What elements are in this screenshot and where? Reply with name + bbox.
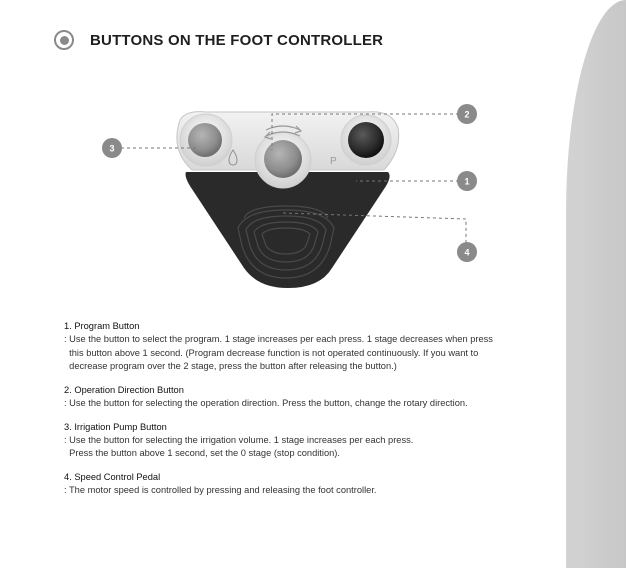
section-line: : Use the button to select the program. 1 stage increases per each press. 1 stage decreases when press — [64, 334, 493, 345]
speed-control-pedal — [186, 172, 390, 288]
svg-text:3: 3 — [109, 143, 115, 154]
page-title: BUTTONS ON THE FOOT CONTROLLER — [90, 31, 384, 49]
callout-2 — [457, 104, 477, 124]
section-line: : Use the button for selecting the operation direction. Press the button, change the rotary direction. — [64, 397, 468, 408]
svg-text:2: 2 — [464, 109, 470, 120]
irrigation-pump-button — [180, 114, 232, 166]
section-speed-control-pedal — [64, 471, 544, 498]
section-operation-direction-button — [64, 384, 544, 411]
section-title: 1. Program Button — [64, 321, 140, 331]
program-mark: P — [330, 156, 337, 167]
callout-3 — [102, 138, 122, 158]
svg-text:1: 1 — [464, 176, 470, 187]
section-program-button — [64, 320, 544, 373]
callout-4 — [457, 242, 477, 262]
section-line: : The motor speed is controlled by pressing and releasing the foot controller. — [64, 485, 377, 496]
button-descriptions — [64, 320, 544, 508]
svg-text:4: 4 — [464, 247, 470, 258]
section-title: 2. Operation Direction Button — [64, 384, 184, 395]
section-title: 4. Speed Control Pedal — [64, 472, 161, 483]
section-line: decrease program over the 2 stage, press the button after releasing the button.) — [64, 360, 397, 371]
section-title: 3. Irrigation Pump Button — [64, 421, 167, 432]
section-line: : Use the button for selecting the irrigation volume. 1 stage increases per each press. — [64, 435, 414, 446]
section-line: Press the button above 1 second, set the 0 stage (stop condition). — [64, 448, 340, 459]
program-button — [341, 115, 391, 165]
section-line: this button above 1 second. (Program decrease function is not operated continuously. If you want to — [64, 347, 479, 358]
callout-1 — [457, 171, 477, 191]
operation-direction-button — [255, 132, 311, 188]
section-irrigation-pump-button — [64, 421, 544, 461]
